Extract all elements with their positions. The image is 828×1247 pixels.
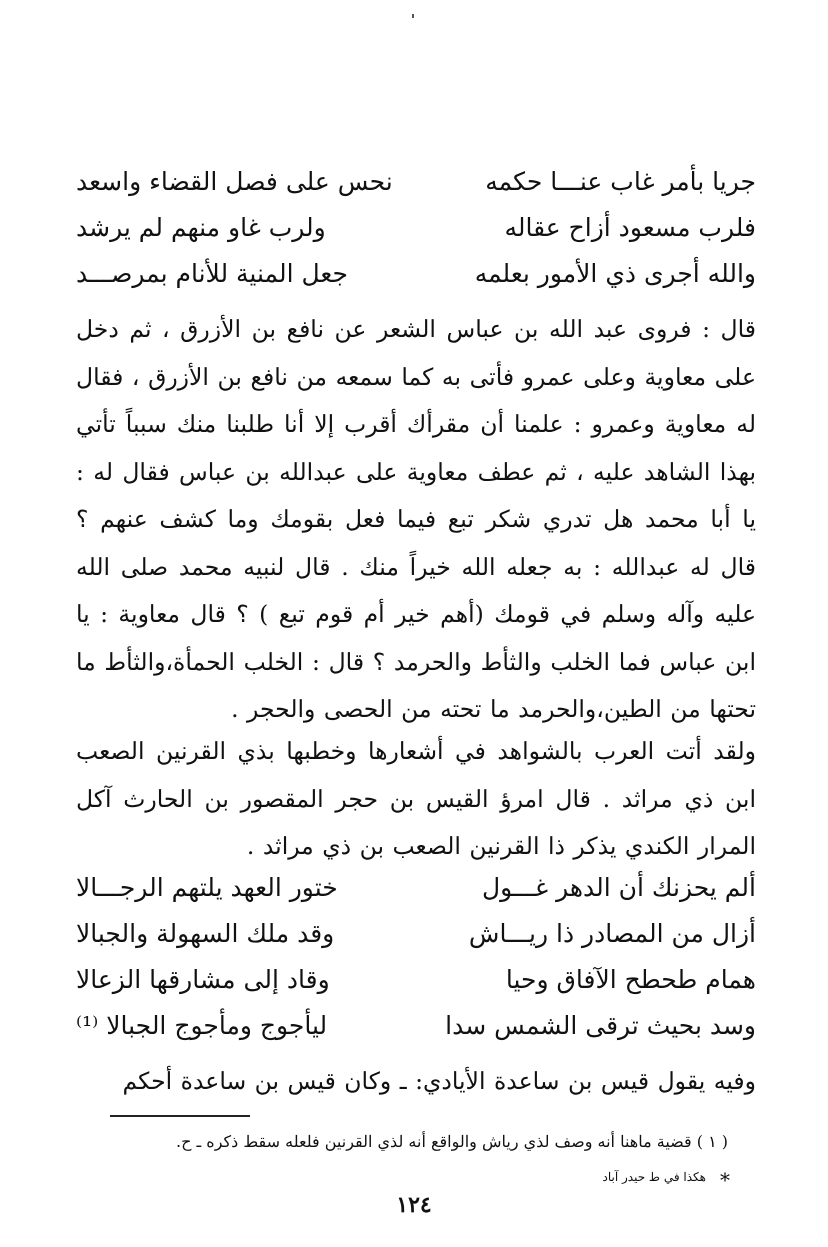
verse-first-hemistich: والله أجرى ذي الأمور بعلمه: [474, 258, 756, 288]
verse-second-hemistich: ختور العهد يلتهم الرجـــالا: [76, 872, 338, 902]
verse-second-hemistich: وقد ملك السهولة والجبالا: [76, 918, 335, 948]
footnote-star-note: هكذا في ط حيدر آباد: [602, 1170, 706, 1184]
paragraph-dhul-qarnayn: ولقد أتت العرب بالشواهد في أشعارها وخطبها بذي القرنين الصعب ابن ذي مراثد . قال امرؤ القيس بن حجر المقصور بن الحارث آكل المرار الكندي يذكر ذا القرنين الصعب بن ذي مراثد .: [76, 737, 756, 860]
verse-first-hemistich: فلرب مسعود أزاح عقاله: [504, 212, 756, 242]
paragraph-qays: وفيه يقول قيس بن ساعدة الأيادي: ـ وكان قيس بن ساعدة أحكم: [122, 1067, 756, 1095]
verse-second-hemistich: وقاد إلى مشارقها الزعالا: [76, 964, 330, 994]
verse-second-hemistich: ولرب غاو منهم لم يرشد: [76, 212, 326, 242]
page-number: ١٢٤: [396, 1192, 432, 1218]
paragraph-ibn-abbas: قال : فروى عبد الله بن عباس الشعر عن نافع بن الأزرق ، ثم دخل على معاوية وعلى عمرو فأتى به كما سمعه من نافع بن الأزرق ، فقال له معاوية وعمرو : علمنا أن مقرأك أقرب إلا أنا طلبنا منك سبباً تأتي بهذا الشاهد عليه ، ثم عطف معاوية على عبدالله بن عباس فقال له : يا أبا محمد هل تدري شكر تبع فيما فعل بقومك وما كشف عنهم ؟ قال له عبدالله : به جعله الله خيراً منك . قال لنبيه محمد صلى الله عليه وآله وسلم في قومك (أهم خير أم قوم تبع ) ؟ قال معاوية : يا ابن عباس فما الخلب والثأط والحرمد ؟ قال : الخلب الحمأة،والثأط ما تحتها من الطين،والحرمد ما تحته من الحصى والحجر .: [76, 315, 756, 723]
verse-second-hemistich: ليأجوج ومأجوج الجبالا ⁽¹⁾: [76, 1010, 328, 1040]
verse-second-hemistich: جعل المنية للأنام بمرصـــد: [76, 258, 348, 288]
verse-first-hemistich: همام طحطح الآفاق وحيا: [505, 964, 756, 994]
verse-line: [76, 250, 756, 296]
verse-first-hemistich: وسد بحيث ترقى الشمس سدا: [445, 1010, 756, 1040]
verse-second-hemistich: نحس على فصل القضاء واسعد: [76, 166, 393, 196]
verse-line: [76, 956, 756, 1002]
scan-mark: [412, 14, 414, 18]
footnote-divider: [110, 1115, 250, 1117]
verse-line: [76, 910, 756, 956]
verse-line: [76, 204, 756, 250]
verse-first-hemistich: جريا بأمر غاب عنـــا حكمه: [485, 166, 756, 196]
verse-first-hemistich: أزال من المصادر ذا ريـــاش: [468, 918, 756, 948]
asterisk-symbol: *: [720, 1168, 730, 1192]
verse-line: [76, 158, 756, 204]
verse-line: [76, 864, 756, 910]
verse-first-hemistich: ألم يحزنك أن الدهر غـــول: [482, 872, 756, 902]
verse-line: [76, 1002, 756, 1048]
footnote-1: ( ١ ) قضية ماهنا أنه وصف لذي رياش والواقع أنه لذي القرنين فلعله سقط ذكره ـ ح.: [176, 1132, 728, 1151]
